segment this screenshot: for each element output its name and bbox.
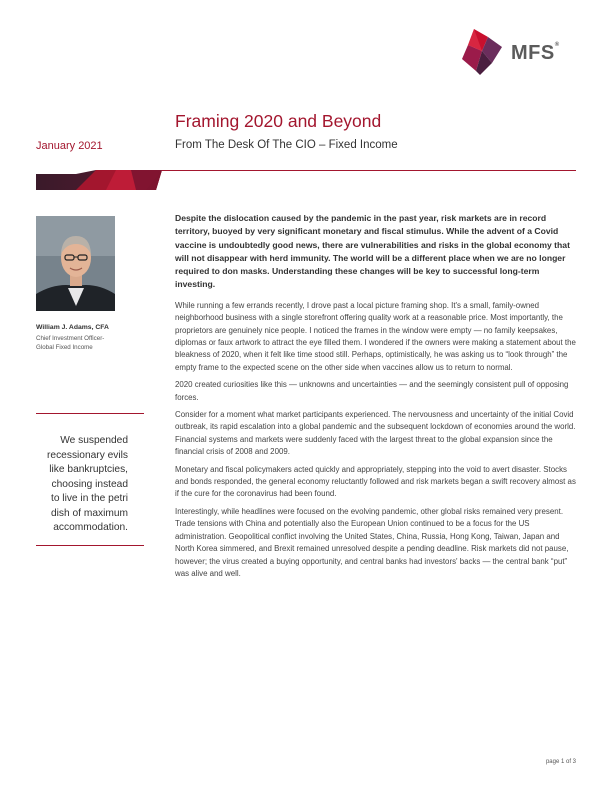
page-title: Framing 2020 and Beyond <box>175 111 382 131</box>
author-role: Chief Investment Officer- Global Fixed Income <box>36 335 105 351</box>
body-paragraph: While running a few errands recently, I drove past a local picture framing shop. It's a small, family-owned neighborhood business with a single storefront offering quality work at a reasonable price. Most importantly, the proprietors are genuinely nice people. I noticed the frames in the window were empty — no family keepsakes, diplomas or faux artwork to attract the eye filled them. I wondered if the owners were making a statement about the bleakness of 2020, when it felt like time stood still. Perhaps, optimistically, he was asking us to “look through” the empty frame to the expected scene on the other side when vaccines allow us to return to normal. <box>175 300 576 372</box>
page-number: page 1 of 3 <box>545 759 576 765</box>
quote-bottom-rule <box>36 545 144 546</box>
page-subtitle: From The Desk Of The CIO – Fixed Income <box>175 139 398 151</box>
mfs-logo <box>458 27 578 77</box>
publication-date: January 2021 <box>36 140 103 152</box>
pull-quote: We suspended recessionary evils like bankruptcies, choosing instead to live in the petri dish of maximum accommodation. <box>47 435 128 533</box>
brand-name: MFS® <box>511 42 560 64</box>
article-body <box>175 212 578 585</box>
body-paragraph: 2020 created curiosities like this — unknowns and uncertainties — and the seemingly consistent pull of opposing forces. <box>175 380 569 402</box>
header-banner <box>36 170 576 190</box>
body-paragraph: Interestingly, while headlines were focused on the evolving pandemic, other global risks remained very present. Trade tensions with China and potentially also the European Union continued to be a focus for the US administration. Geopolitical conflict involving the United States, China, Russia, Hong Kong, Taiwan, Japan and North Korea simmered, and Brexit remained unresolved despite a pending deadline. Risk markets did not pause, however; the virus created a buying opportunity, and central banks had investors' backs — the central bank “put” was alive and well. <box>175 506 569 578</box>
body-paragraph: Consider for a moment what market participants experienced. The nervousness and uncertainty of the initial Covid outbreak, its rapid escalation into a global pandemic and the subsequent lockdown of economies around the world. Financial systems and markets were suddenly faced with the largest threat to the global expansion since the financial crisis of 2008 and 2009. <box>175 410 576 457</box>
quote-top-rule <box>36 413 144 414</box>
body-paragraph: Monetary and fiscal policymakers acted quickly and appropriately, stepping into the void to avert disaster. Stocks and bonds responded, the general economy reluctantly followed and risk markets began a swift recovery almost as if the cure for the coronavirus had been found. <box>175 464 576 499</box>
lead-paragraph: Despite the dislocation caused by the pandemic in the past year, risk markets are in record territory, buoyed by very significant monetary and fiscal stimulus. While the advent of a Covid vaccine is undoubtedly good news, there are vulnerabilities and risks in the global economy that will not disappear with herd immunity. The world will be a different place when we are no longer required to don masks. Understanding these changes will be key to successful long-term investing. <box>175 213 570 290</box>
author-name: William J. Adams, CFA <box>36 324 109 331</box>
author-portrait <box>36 216 115 311</box>
mfs-logo-icon <box>458 27 508 77</box>
